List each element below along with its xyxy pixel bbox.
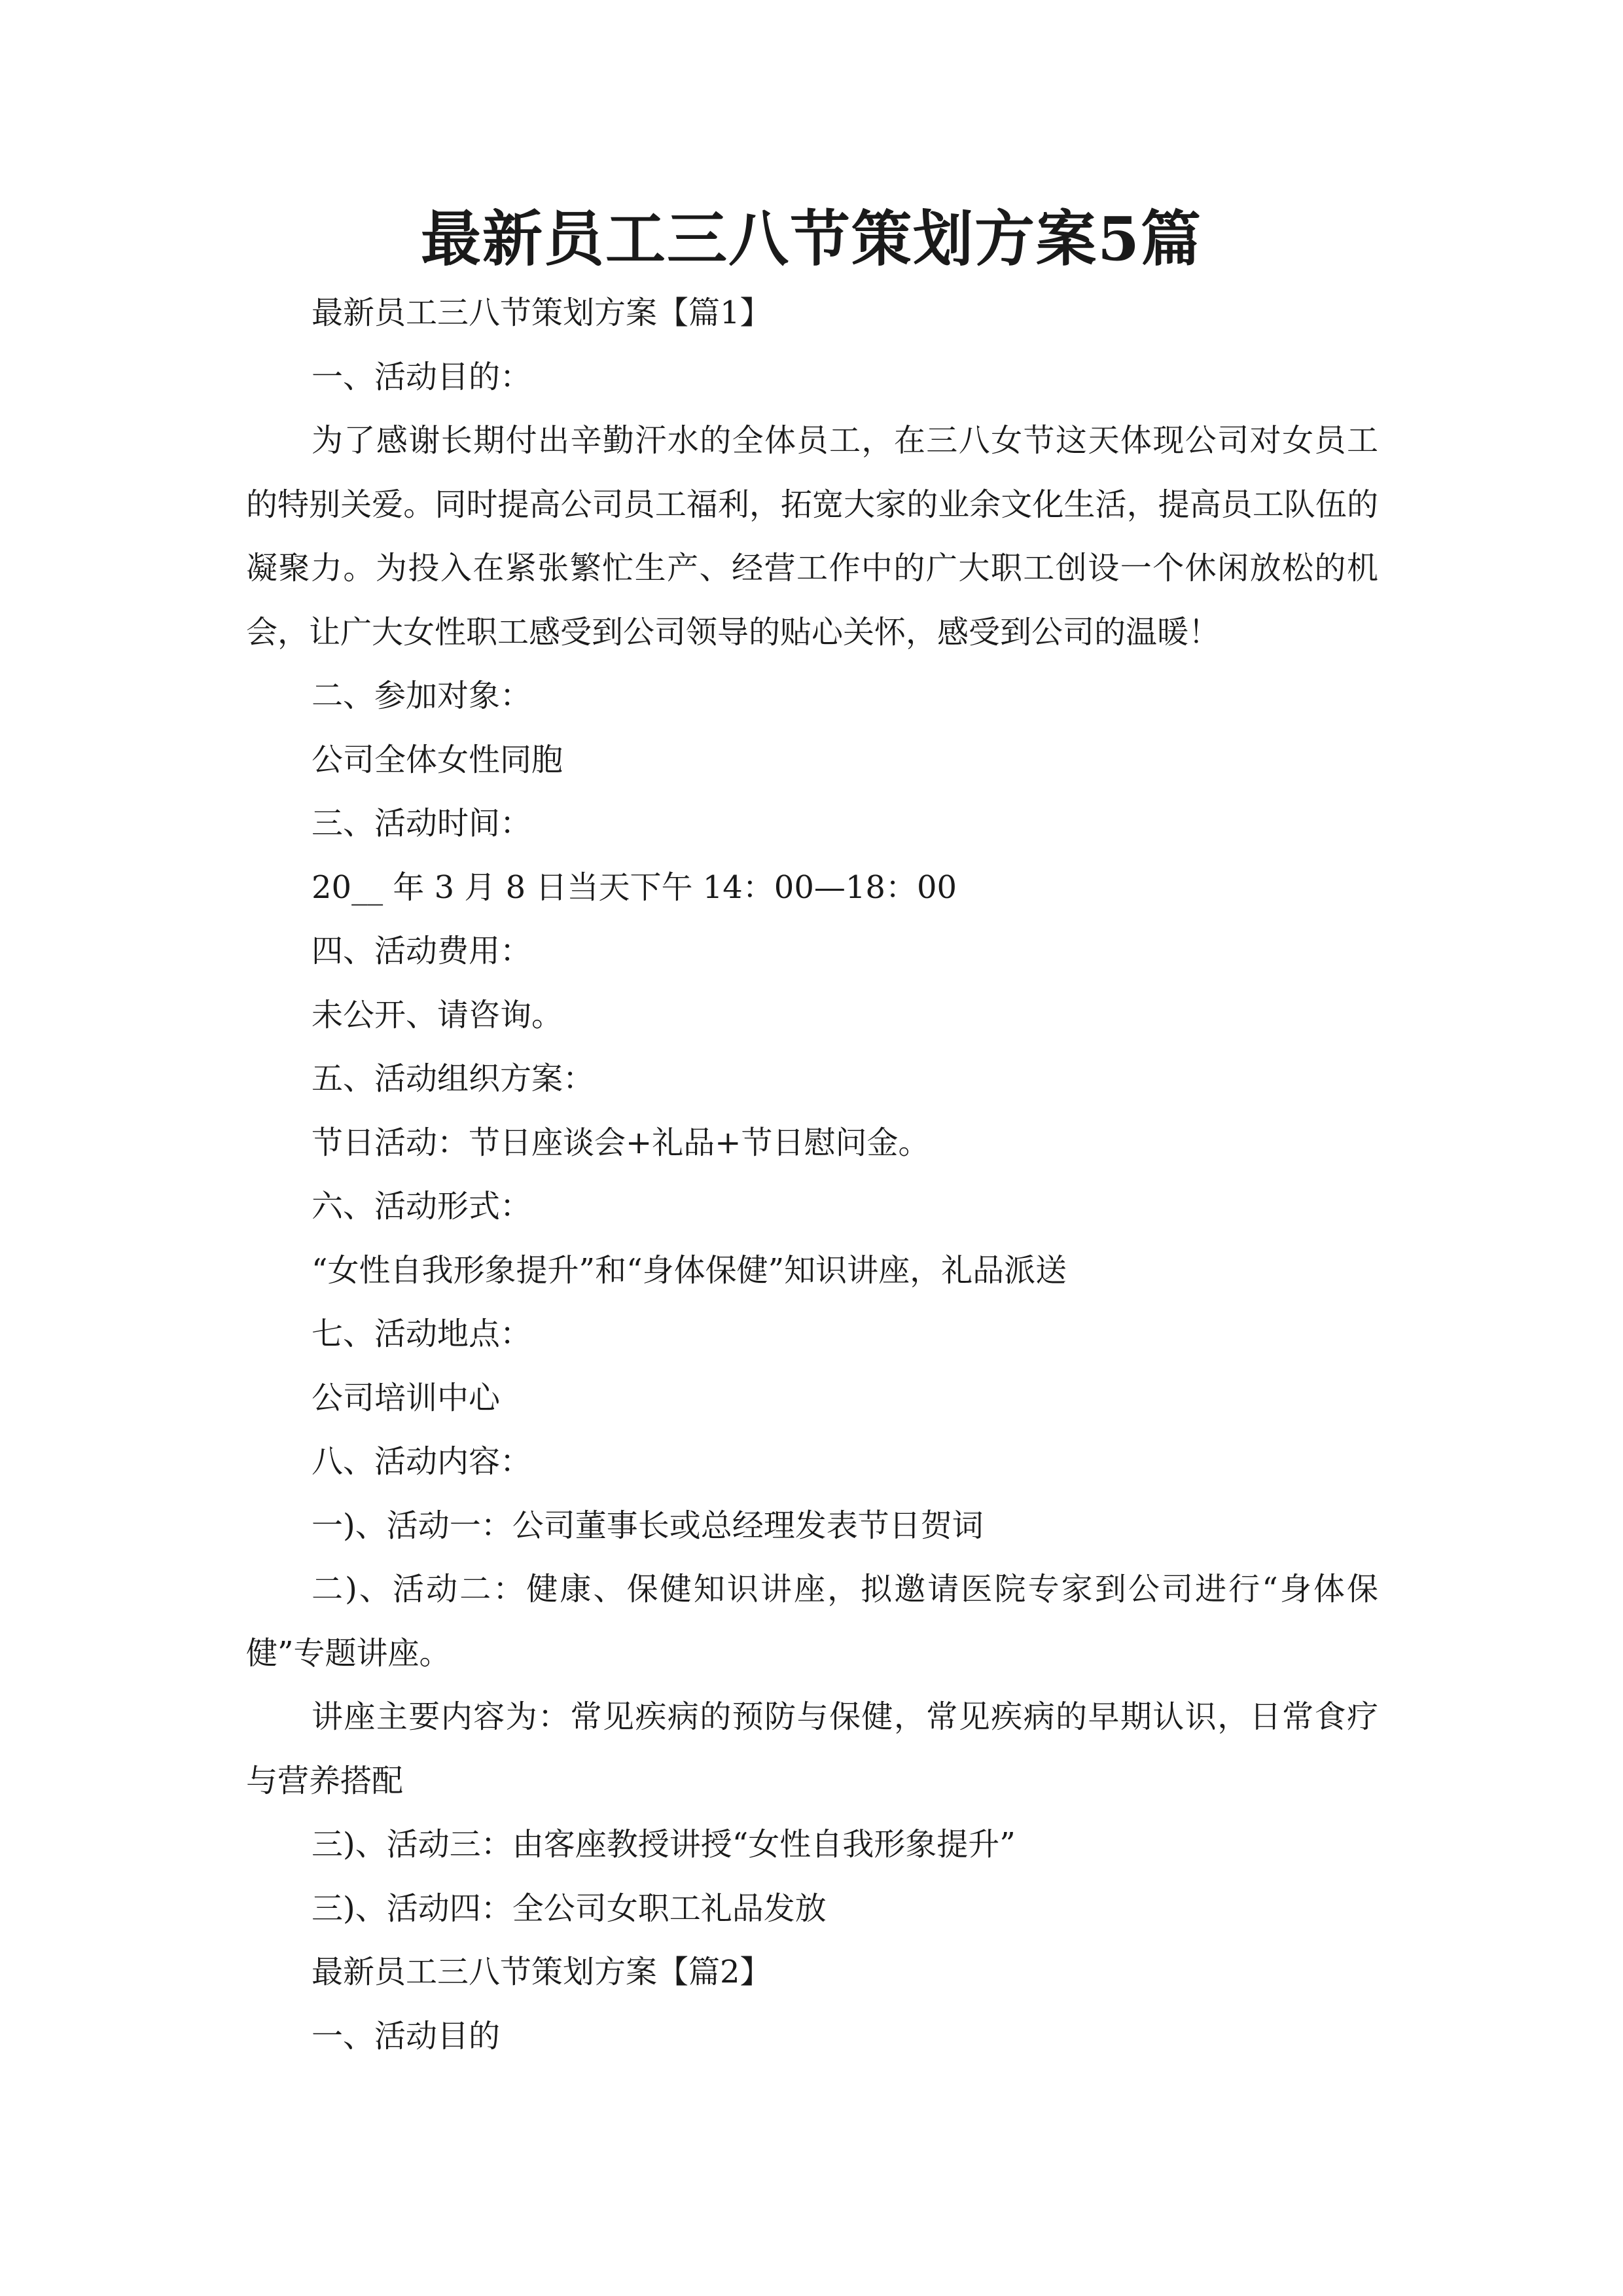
paragraph-activity-cost: 未公开、请咨询。 bbox=[312, 996, 563, 1033]
paragraph-activity-four: 三)、活动四：全公司女职工礼品发放 bbox=[312, 1890, 827, 1927]
heading-activity-content: 八、活动内容： bbox=[312, 1443, 532, 1480]
paragraph-activity-location: 公司培训中心 bbox=[312, 1379, 501, 1416]
document-title: 最新员工三八节策划方案5篇 bbox=[420, 204, 1202, 274]
paragraph-activity-two: 二)、活动二：健康、保健知识讲座，拟邀请医院专家到公司进行“身体保健”专题讲座。 bbox=[246, 1571, 1378, 1672]
section-heading-part2: 最新员工三八节策划方案【篇2】 bbox=[312, 1954, 772, 1990]
paragraph-lecture-content: 讲座主要内容为：常见疾病的预防与保健，常见疾病的早期认识，日常食疗与营养搭配 bbox=[246, 1698, 1378, 1799]
section-heading-part1: 最新员工三八节策划方案【篇1】 bbox=[312, 295, 772, 331]
paragraph-activity-three: 三)、活动三：由客座教授讲授“女性自我形象提升” bbox=[312, 1826, 1016, 1863]
paragraph-organization-plan: 节日活动：节日座谈会+礼品+节日慰问金。 bbox=[312, 1124, 930, 1161]
heading-participants: 二、参加对象： bbox=[312, 677, 532, 714]
heading-activity-purpose: 一、活动目的： bbox=[312, 358, 532, 395]
heading-activity-format: 六、活动形式： bbox=[312, 1188, 532, 1225]
document-body bbox=[246, 281, 1378, 2068]
heading-activity-purpose-2: 一、活动目的 bbox=[312, 2017, 501, 2054]
paragraph-activity-time: 20__ 年 3 月 8 日当天下午 14：00—18：00 bbox=[312, 869, 957, 906]
heading-activity-cost: 四、活动费用： bbox=[312, 933, 532, 969]
paragraph-purpose: 为了感谢长期付出辛勤汗水的全体员工，在三八女节这天体现公司对女员工的特别关爱。同时提高公司员工福利，拓宽大家的业余文化生活，提高员工队伍的凝聚力。为投入在紧张繁忙生产、经营工作中的广大职工创设一个休闲放松的机会，让广大女性职工感受到公司领导的贴心关怀，感受到公司的温暖！ bbox=[246, 422, 1378, 651]
paragraph-activity-one: 一)、活动一：公司董事长或总经理发表节日贺词 bbox=[312, 1507, 984, 1544]
paragraph-activity-format: “女性自我形象提升”和“身体保健”知识讲座，礼品派送 bbox=[312, 1251, 1067, 1289]
heading-organization-plan: 五、活动组织方案： bbox=[312, 1060, 595, 1097]
heading-activity-location: 七、活动地点： bbox=[312, 1316, 532, 1352]
paragraph-participants: 公司全体女性同胞 bbox=[312, 741, 563, 778]
heading-activity-time: 三、活动时间： bbox=[312, 805, 532, 842]
